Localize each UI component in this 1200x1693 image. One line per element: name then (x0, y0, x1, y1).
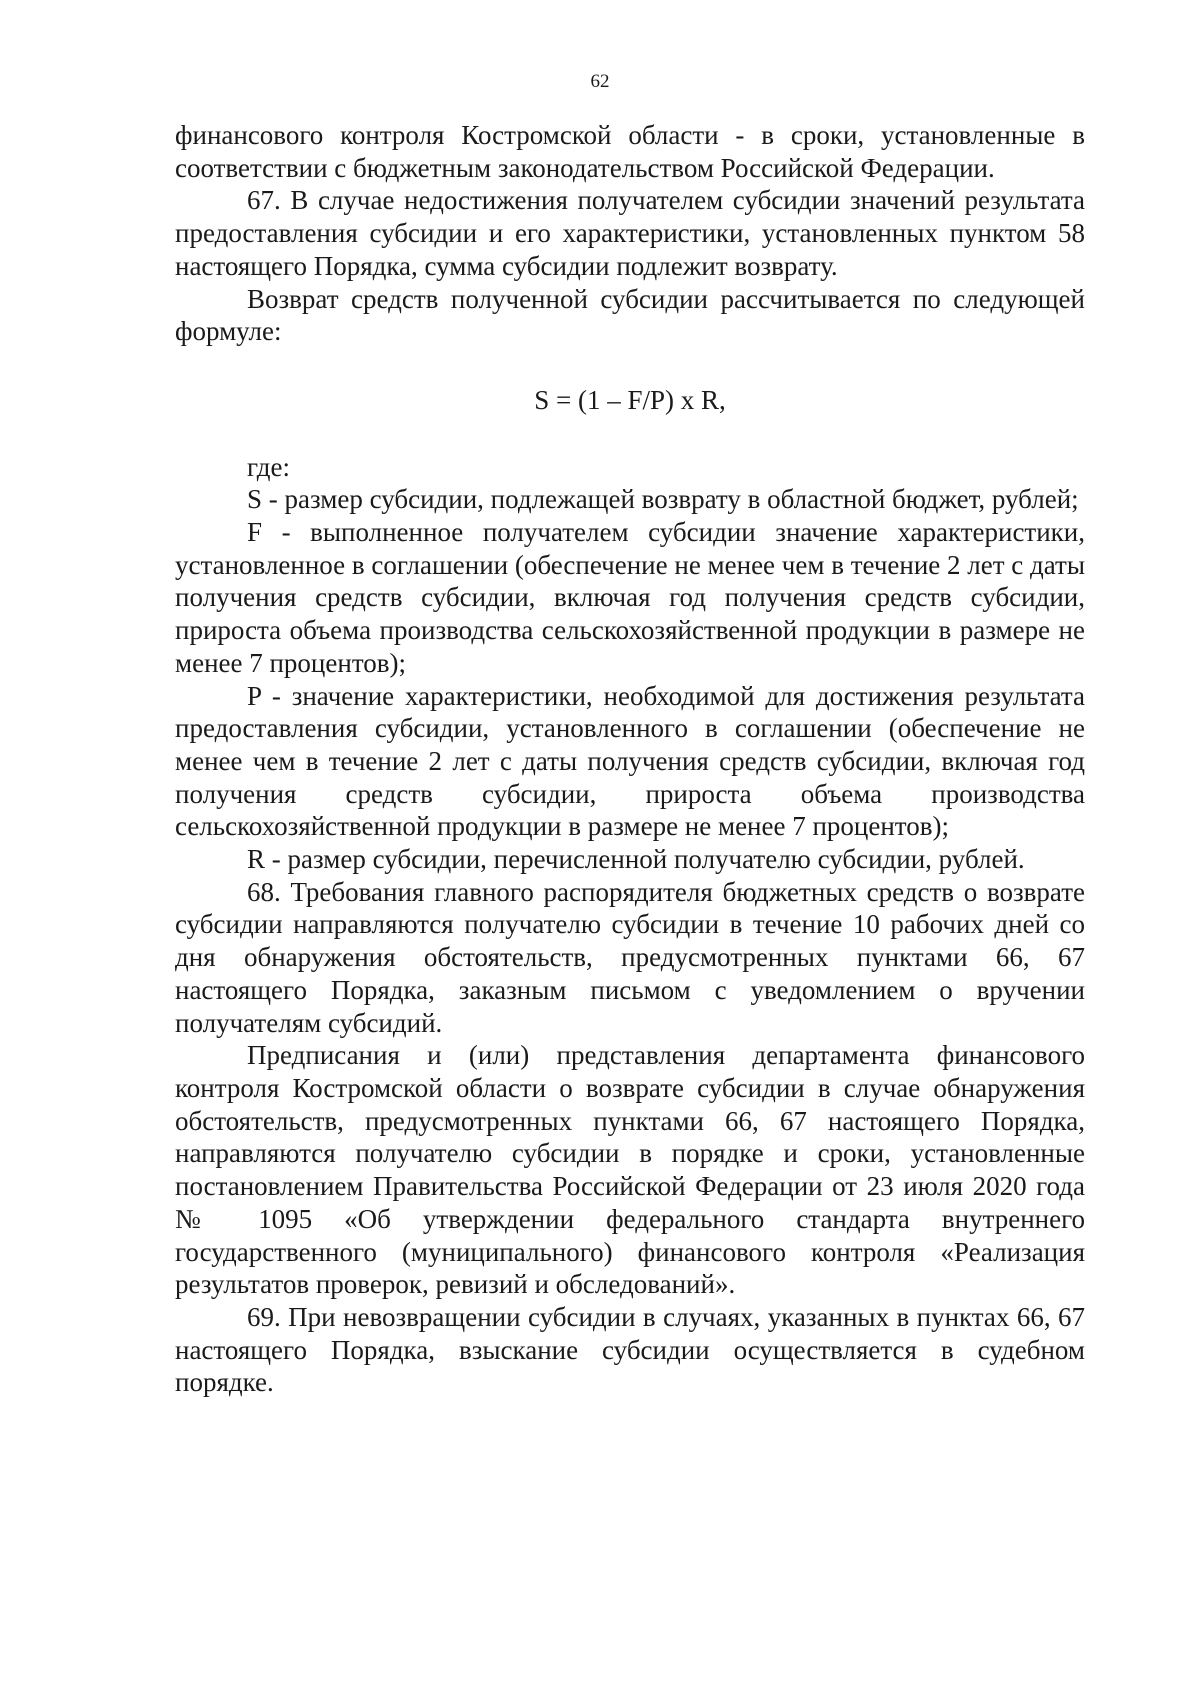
document-body (175, 119, 1085, 1399)
definition-p: P - значение характеристики, необходимой для достижения результата предоставления субсидии, установленного в соглашении (обеспечение не менее чем в течение 2 лет с даты получения средств субсидии, включая год получения средств субсидии, прироста объема производства сельскохозяйственной продукции в размере не менее 7 процентов); (175, 680, 1085, 842)
paragraph-69: 69. При невозвращении субсидии в случаях, указанных в пунктах 66, 67 настоящего Порядка, взыскание субсидии осуществляется в судебном порядке. (175, 1301, 1085, 1398)
definition-s: S - размер субсидии, подлежащей возврату в областной бюджет, рублей; (247, 484, 1079, 515)
paragraph-prescriptions: Предписания и (или) представления департамента финансового контроля Костромской области о возврате субсидии в случае обнаружения обстоятельств, предусмотренных пунктами 66, 67 настоящего Порядка, направляются получателю субсидии в порядке и сроки, установленные постановлением Правительства Российской Федерации от 23 июля 2020 года № 1095 «Об утверждении федерального стандарта внутреннего государственного (муниципального) финансового контроля «Реализация результатов проверок, ревизий и обследований». (175, 1040, 1085, 1300)
definition-f: F - выполненное получателем субсидии значение характеристики, установленное в соглашении (обеспечение не менее чем в течение 2 лет с даты получения средств субсидии, включая год получения средств субсидии, прироста объема производства сельскохозяйственной продукции в размере не менее 7 процентов); (175, 517, 1085, 678)
refund-formula: S = (1 – F/P) x R, (534, 384, 726, 415)
paragraph-where: где: (247, 451, 290, 482)
paragraph-continuation: финансового контроля Костромской области - в сроки, установленные в соответствии с бюджетным законодательством Российской Федерации. (175, 120, 1085, 183)
paragraph-refund-formula-intro: Возврат средств полученной субсидии рассчитывается по следующей формуле: (175, 283, 1085, 347)
page-number: 62 (590, 71, 610, 92)
paragraph-68: 68. Требования главного распорядителя бюджетных средств о возврате субсидии направляются получателю субсидии в течение 10 рабочих дней со дня обнаружения обстоятельств, предусмотренных пунктами 66, 67 настоящего Порядка, заказным письмом с уведомлением о вручении получателям субсидий. (175, 876, 1085, 1038)
definition-r: R - размер субсидии, перечисленной получателю субсидии, рублей. (247, 844, 1025, 875)
paragraph-67: 67. В случае недостижения получателем субсидии значений результата предоставления субсидии и его характеристики, установленных пунктом 58 настоящего Порядка, сумма субсидии подлежит возврату. (175, 185, 1085, 281)
